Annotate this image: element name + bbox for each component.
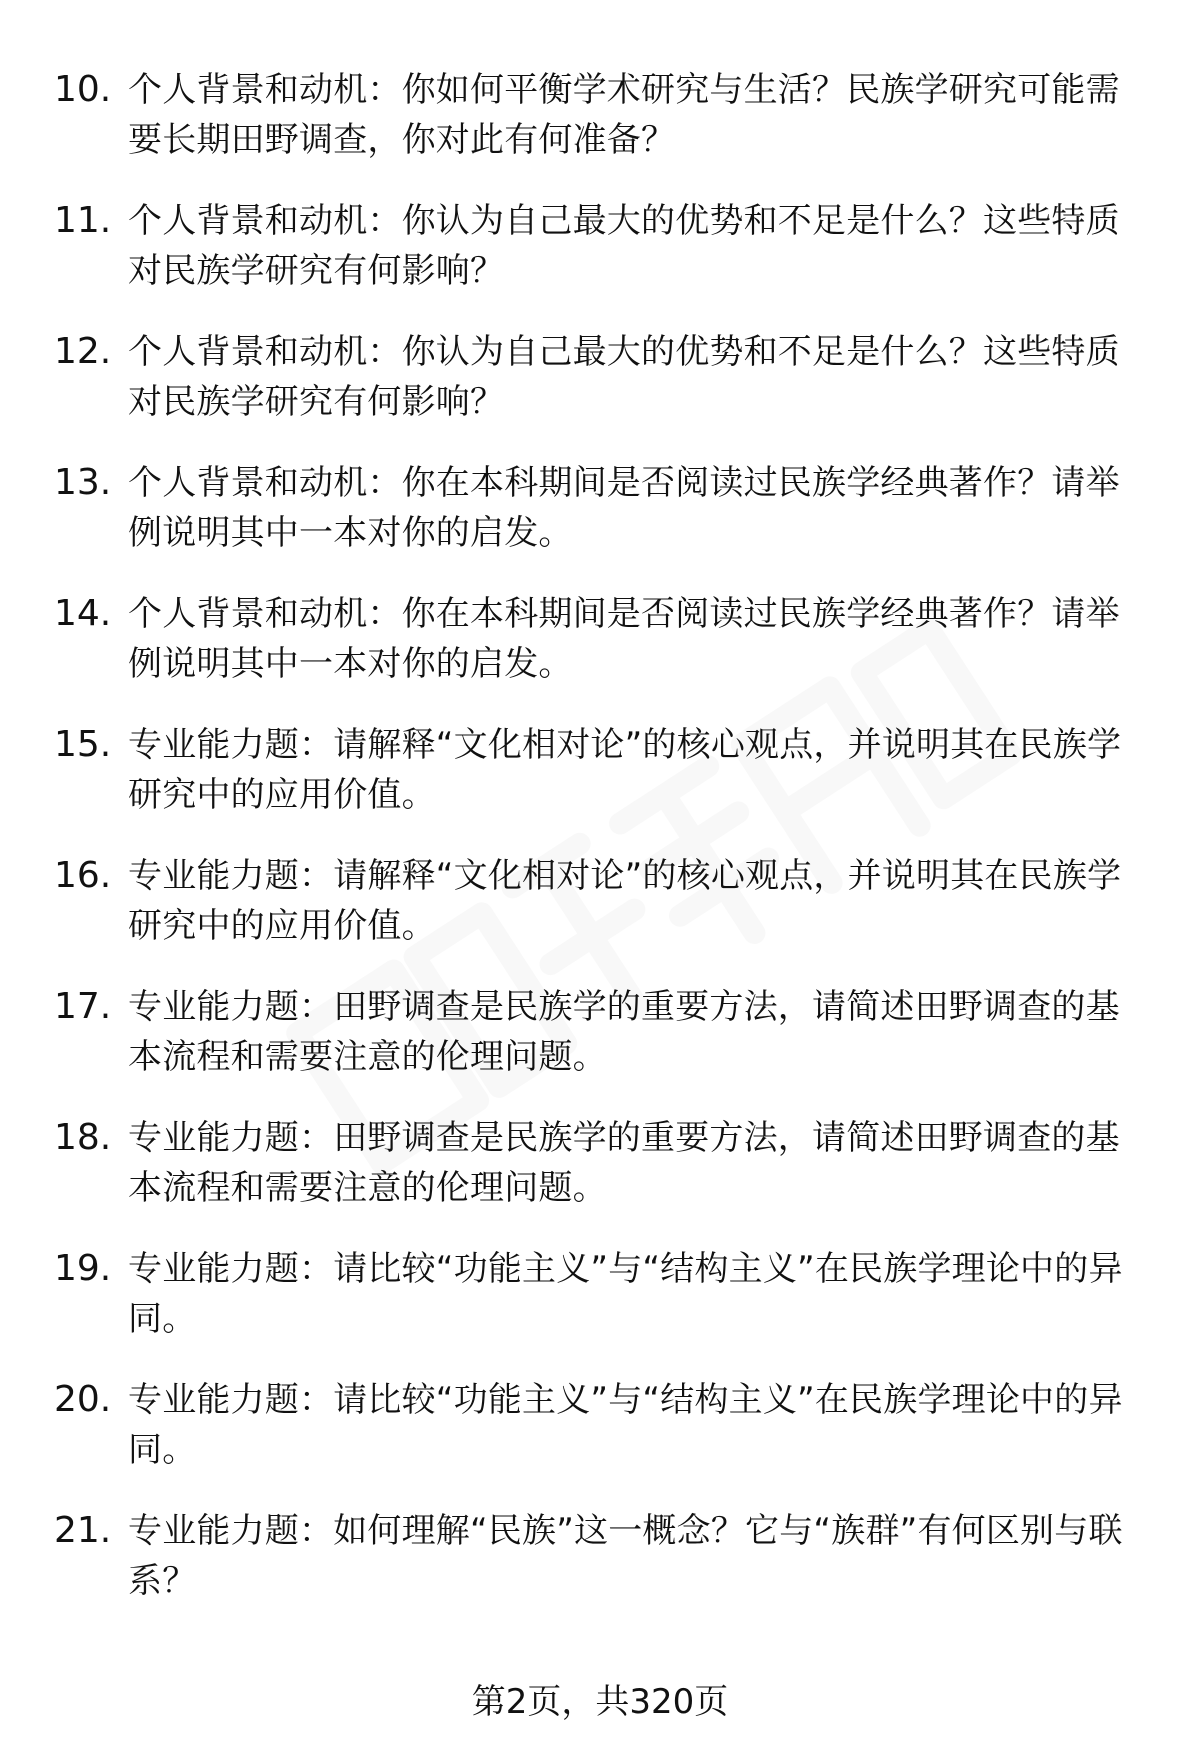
question-number: 14. — [54, 593, 112, 634]
page-number-footer: 第2页，共320页 — [471, 1682, 729, 1722]
question-number: 13. — [54, 462, 112, 503]
question-text: 专业能力题：请比较“功能主义”与“结构主义”在民族学理论中的异同。 — [128, 1380, 1123, 1470]
question-text: 个人背景和动机：你在本科期间是否阅读过民族学经典著作？请举例说明其中一本对你的启发。 — [128, 463, 1120, 553]
question-number: 12. — [54, 331, 112, 372]
question-item — [0, 55, 1200, 186]
question-item — [0, 186, 1200, 317]
question-text: 专业能力题：田野调查是民族学的重要方法，请简述田野调查的基本流程和需要注意的伦理问题。 — [128, 1118, 1120, 1208]
question-number: 10. — [54, 69, 112, 110]
question-number: 17. — [54, 986, 112, 1027]
question-text: 专业能力题：如何理解“民族”这一概念？它与“族群”有何区别与联系？ — [128, 1511, 1123, 1601]
question-item — [0, 1496, 1200, 1627]
question-text: 个人背景和动机：你认为自己最大的优势和不足是什么？这些特质对民族学研究有何影响？ — [128, 201, 1120, 291]
question-text: 专业能力题：请解释“文化相对论”的核心观点，并说明其在民族学研究中的应用价值。 — [128, 725, 1122, 815]
question-text: 专业能力题：田野调查是民族学的重要方法，请简述田野调查的基本流程和需要注意的伦理问题。 — [128, 987, 1120, 1077]
question-number: 20. — [54, 1379, 112, 1420]
question-text: 个人背景和动机：你认为自己最大的优势和不足是什么？这些特质对民族学研究有何影响？ — [128, 332, 1120, 422]
question-item — [0, 317, 1200, 448]
question-number: 15. — [54, 724, 112, 765]
question-number: 18. — [54, 1117, 112, 1158]
question-item — [0, 448, 1200, 579]
question-item — [0, 1234, 1200, 1365]
question-number: 19. — [54, 1248, 112, 1289]
question-text: 专业能力题：请比较“功能主义”与“结构主义”在民族学理论中的异同。 — [128, 1249, 1123, 1339]
question-item — [0, 841, 1200, 972]
question-number: 21. — [54, 1510, 112, 1551]
question-item — [0, 710, 1200, 841]
question-item — [0, 579, 1200, 710]
question-list — [0, 55, 1200, 1627]
question-text: 个人背景和动机：你如何平衡学术研究与生活？民族学研究可能需要长期田野调查，你对此有何准备？ — [128, 70, 1120, 160]
question-number: 16. — [54, 855, 112, 896]
question-item — [0, 972, 1200, 1103]
question-text: 个人背景和动机：你在本科期间是否阅读过民族学经典著作？请举例说明其中一本对你的启发。 — [128, 594, 1120, 684]
question-item — [0, 1365, 1200, 1496]
question-text: 专业能力题：请解释“文化相对论”的核心观点，并说明其在民族学研究中的应用价值。 — [128, 856, 1122, 946]
question-number: 11. — [54, 200, 112, 241]
question-item — [0, 1103, 1200, 1234]
